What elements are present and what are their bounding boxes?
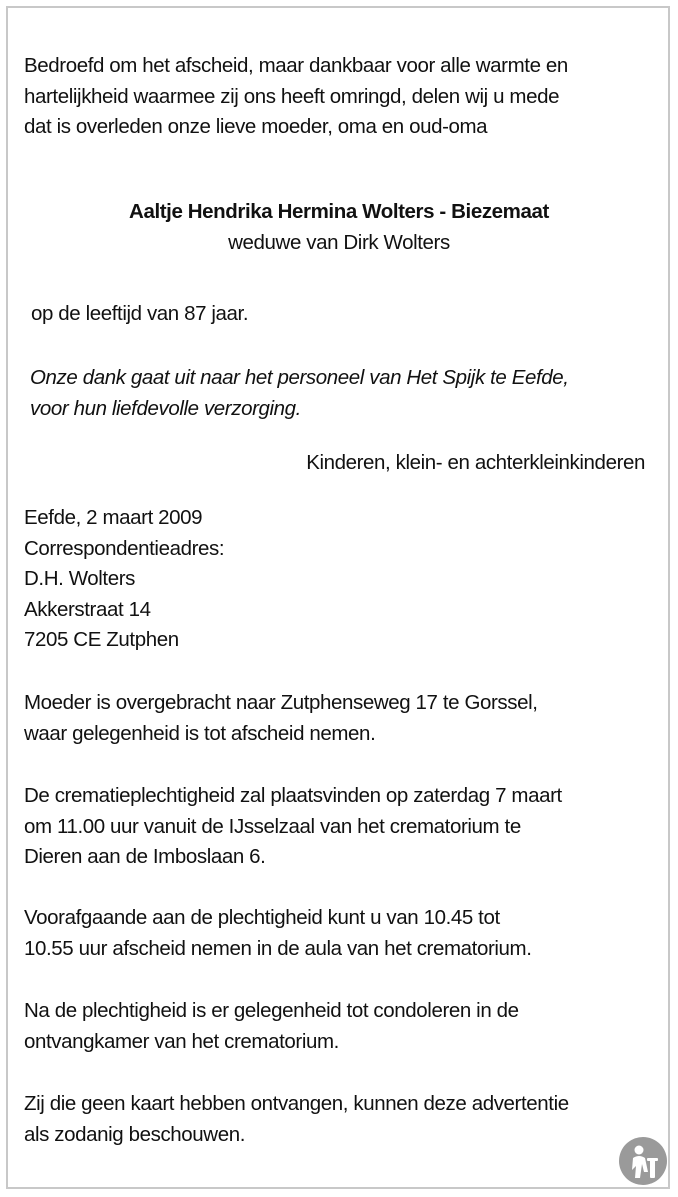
age-line: op de leeftijd van 87 jaar. bbox=[31, 302, 249, 325]
deceased-block bbox=[24, 197, 654, 258]
condolence-line: ontvangkamer van het crematorium. bbox=[24, 1029, 339, 1053]
ceremony-line: Dieren aan de Imboslaan 6. bbox=[24, 845, 266, 868]
farewell-line: 10.55 uur afscheid nemen in de aula van het crematorium. bbox=[24, 936, 532, 960]
address-line: Akkerstraat 14 bbox=[24, 597, 151, 621]
deceased-name: Aaltje Hendrika Hermina Wolters - Biezemaat bbox=[129, 200, 549, 223]
address-block bbox=[24, 503, 654, 656]
condolence-line: Na de plechtigheid is er gelegenheid tot condoleren in de bbox=[24, 999, 519, 1022]
closing-line: Zij die geen kaart hebben ontvangen, kunnen deze advertentie bbox=[24, 1092, 569, 1115]
intro-line: dat is overleden onze lieve moeder, oma en oud-oma bbox=[24, 115, 488, 138]
thanks-line: voor hun liefdevolle verzorging. bbox=[30, 396, 301, 420]
farewell-line: Voorafgaande aan de plechtigheid kunt u van 10.45 tot bbox=[24, 906, 500, 929]
address-line: 7205 CE Zutphen bbox=[24, 628, 179, 651]
thanks-line: Onze dank gaat uit naar het personeel van Het Spijk te Eefde, bbox=[30, 366, 569, 389]
ceremony-paragraph bbox=[24, 781, 654, 873]
farewell-paragraph bbox=[24, 903, 654, 964]
signature-block bbox=[24, 448, 645, 479]
intro-paragraph bbox=[24, 51, 654, 143]
thanks-paragraph bbox=[30, 363, 660, 424]
ceremony-line: om 11.00 uur vanuit de IJsselzaal van het crematorium te bbox=[24, 814, 521, 838]
ceremony-line: De crematieplechtigheid zal plaatsvinden op zaterdag 7 maart bbox=[24, 784, 562, 807]
closing-paragraph bbox=[24, 1089, 654, 1150]
transfer-paragraph bbox=[24, 688, 654, 749]
address-line: Correspondentieadres: bbox=[24, 536, 225, 560]
age-paragraph bbox=[31, 299, 661, 330]
deceased-subtitle: weduwe van Dirk Wolters bbox=[228, 230, 450, 254]
closing-line: als zodanig beschouwen. bbox=[24, 1122, 246, 1146]
signature-line: Kinderen, klein- en achterkleinkinderen bbox=[306, 451, 645, 474]
address-line: Eefde, 2 maart 2009 bbox=[24, 506, 203, 529]
address-line: D.H. Wolters bbox=[24, 567, 136, 590]
intro-line: Bedroefd om het afscheid, maar dankbaar voor alle warmte en bbox=[24, 54, 568, 77]
transfer-line: waar gelegenheid is tot afscheid nemen. bbox=[24, 721, 376, 745]
condolence-paragraph bbox=[24, 996, 654, 1057]
grieving-figure-icon bbox=[618, 1136, 668, 1186]
intro-line: hartelijkheid waarmee zij ons heeft omringd, delen wij u mede bbox=[24, 84, 560, 108]
transfer-line: Moeder is overgebracht naar Zutphenseweg 17 te Gorssel, bbox=[24, 691, 538, 714]
